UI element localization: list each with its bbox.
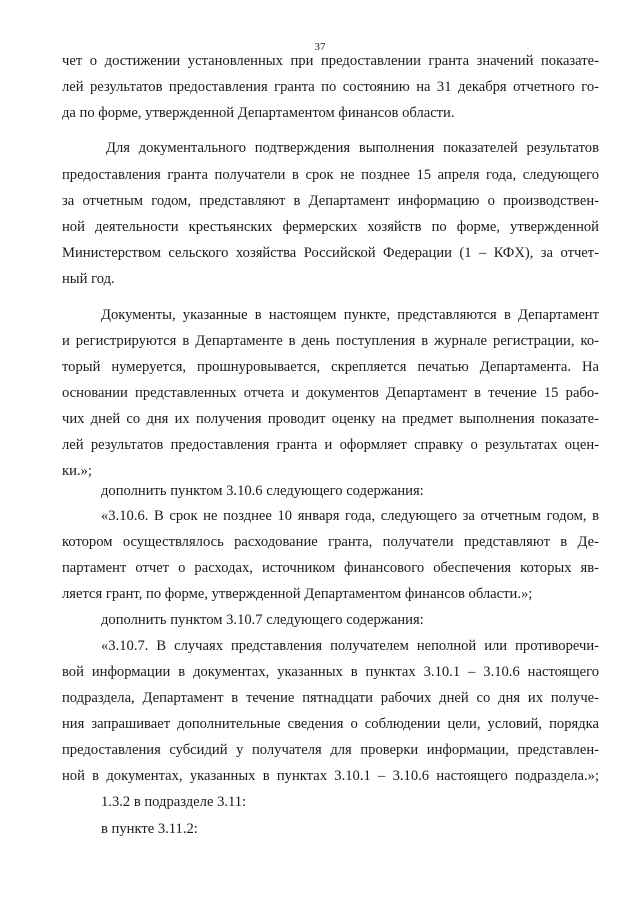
text-line: чет о достижении установленных при предоставлении гранта значений показате- <box>62 53 599 69</box>
text-line: котором осуществлялось расходование гранта, получатели представляют в Де- <box>62 534 599 550</box>
text-line: ной в документах, указанных в пунктах 3.10.1 – 3.10.6 настоящего подраздела.»; <box>62 768 599 784</box>
text-line: в пункте 3.11.2: <box>101 821 198 837</box>
text-line: подраздела, Департамент в течение пятнадцати рабочих дней со дня их получе- <box>62 690 599 706</box>
text-line: дополнить пунктом 3.10.7 следующего содержания: <box>101 612 424 628</box>
text-line: предоставления субсидий у получателя для проверки информации, представлен- <box>62 742 599 758</box>
text-line: предоставления гранта получатели в срок не позднее 15 апреля года, следующего <box>62 167 599 183</box>
text-line: ной деятельности крестьянских фермерских хозяйств по форме, утвержденной <box>62 219 599 235</box>
text-line: чих дней со дня их получения проводит оценку на предмет выполнения показате- <box>62 411 599 427</box>
text-line: Для документального подтверждения выполнения показателей результатов <box>106 140 599 156</box>
text-line: ки.»; <box>62 463 92 479</box>
text-line: основании представленных отчета и документов Департамент в течение 15 рабо- <box>62 385 599 401</box>
text-line: вой информации в документах, указанных в пунктах 3.10.1 – 3.10.6 настоящего <box>62 664 599 680</box>
text-line: 1.3.2 в подразделе 3.11: <box>101 794 247 810</box>
text-line: лей результатов предоставления гранта и оформляет справку о результатах оцен- <box>62 437 599 453</box>
text-line: ляется грант, по форме, утвержденной Департаментом финансов области.»; <box>62 586 533 602</box>
text-line: Министерством сельского хозяйства Российской Федерации (1 – КФХ), за отчет- <box>62 245 599 261</box>
text-line: «3.10.6. В срок не позднее 10 января года, следующего за отчетным годом, в <box>101 508 599 524</box>
text-line: ный год. <box>62 271 115 287</box>
text-line: «3.10.7. В случаях представления получателем неполной или противоречи- <box>101 638 599 654</box>
text-line: дополнить пунктом 3.10.6 следующего содержания: <box>101 483 424 499</box>
text-line: партамент отчет о расходах, источником финансового обеспечения которых яв- <box>62 560 599 576</box>
text-line: лей результатов предоставления гранта по состоянию на 31 декабря отчетного го- <box>62 79 599 95</box>
text-line: торый нумеруется, прошнуровывается, скрепляется печатью Департамента. На <box>62 359 599 375</box>
text-line: за отчетным годом, представляют в Департамент информацию о производствен- <box>62 193 599 209</box>
text-line: и регистрируются в Департаменте в день поступления в журнале регистрации, ко- <box>62 333 599 349</box>
text-line: Документы, указанные в настоящем пункте, представляются в Департамент <box>101 307 599 323</box>
text-line: ния запрашивает дополнительные сведения о соблюдении цели, условий, порядка <box>62 716 599 732</box>
page-number: 37 <box>314 41 326 53</box>
text-line: да по форме, утвержденной Департаментом финансов области. <box>62 105 455 121</box>
